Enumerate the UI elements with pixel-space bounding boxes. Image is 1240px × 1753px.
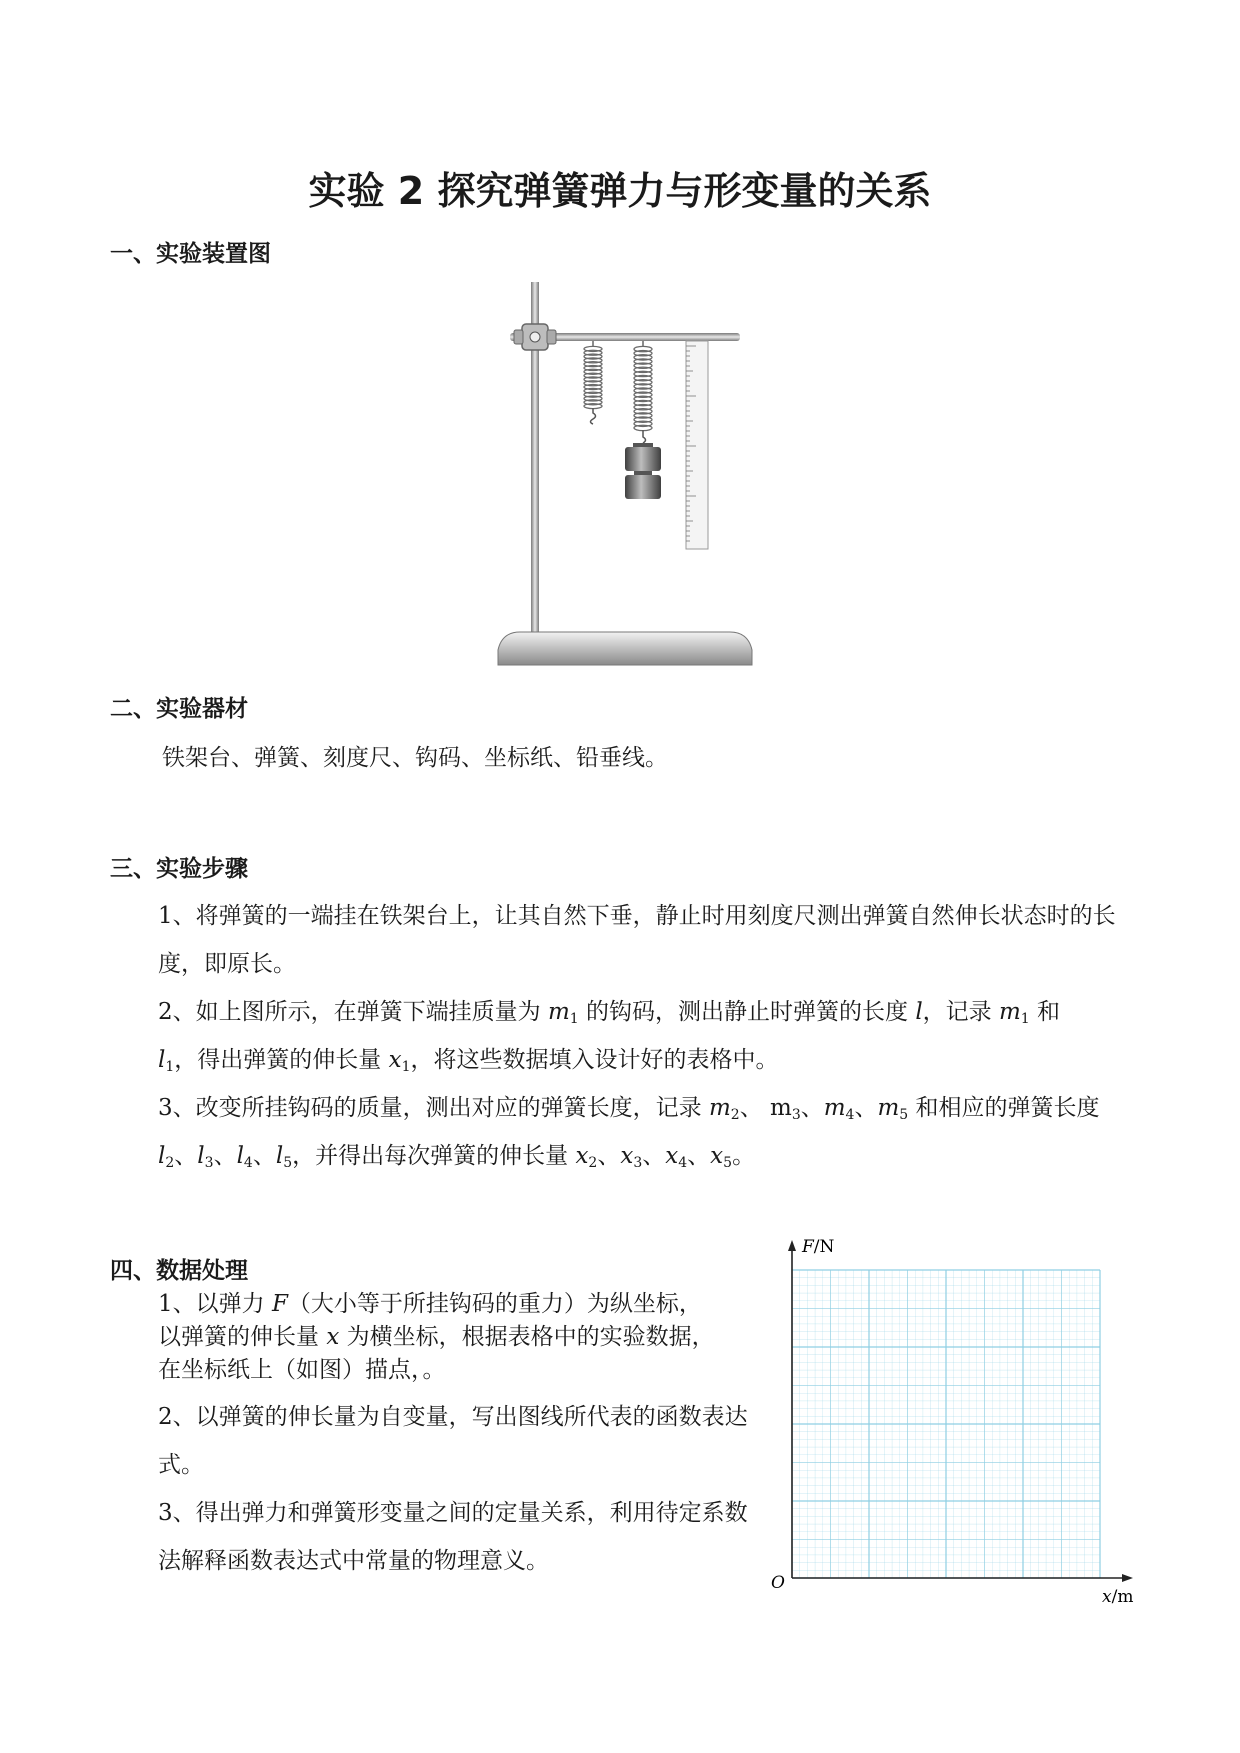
- section-heading-data: 四、数据处理: [110, 1258, 248, 1284]
- data-step-3: 3、得出弹力和弹簧形变量之间的定量关系，利用待定系数法解释函数表达式中常量的物理意义。: [158, 1500, 748, 1574]
- spring-loaded: [634, 341, 652, 443]
- apparatus-diagram: [490, 280, 760, 670]
- spring-unloaded: [584, 341, 602, 424]
- y-axis-arrow: [788, 1240, 796, 1251]
- ruler: [686, 341, 708, 549]
- page-title: 实验 2 探究弹簧弹力与形变量的关系: [308, 169, 932, 213]
- materials-text: 铁架台、弹簧、刻度尺、钩码、坐标纸、铅垂线。: [162, 745, 668, 771]
- origin-label: O: [771, 1573, 785, 1593]
- graph-grid: [792, 1270, 1100, 1578]
- coordinate-graph: [765, 1238, 1145, 1608]
- data-step-1: 1、以弹力 F（大小等于所挂钩码的重力）为纵坐标， 以弹簧的伸长量 x 为横坐标，根据表格中的实验数据， 在坐标纸上（如图）描点，。: [158, 1291, 715, 1383]
- x-axis-arrow: [1122, 1574, 1133, 1582]
- step-1: 1、将弹簧的一端挂在铁架台上，让其自然下垂，静止时用刻度尺测出弹簧自然伸长状态时的长度，即原长。: [158, 903, 1116, 977]
- hook-weights: [625, 443, 661, 499]
- data-step-2: 2、以弹簧的伸长量为自变量，写出图线所代表的函数表达式。: [158, 1404, 748, 1478]
- y-axis-label: F/N: [802, 1238, 835, 1257]
- stand-base: [498, 632, 752, 665]
- section-heading-materials: 二、实验器材: [110, 696, 248, 722]
- step-2: 2、如上图所示，在弹簧下端挂质量为 $m_1$ 的钩码，测出静止时弹簧的长度 l，记录 $m_1$ 和 $l_1$，得出弹簧的伸长量 $x_1$，将这些数据填入设计好的表格中。: [158, 999, 1061, 1075]
- x-axis-label: x/m: [1102, 1587, 1134, 1607]
- section-heading-steps: 三、实验步骤: [110, 856, 248, 882]
- step-3: 3、改变所挂钩码的质量，测出对应的弹簧长度，记录 $m_2$、 $m_3$、$m_4$、$m_5$ 和相应的弹簧长度 $l_2$、$l_3$、$l_4$、$l_5$，并得出每次弹簧的伸长量 $x_2$、$x_3$、$x_4$、$x_5$。: [158, 1095, 1100, 1171]
- section-heading-apparatus: 一、实验装置图: [110, 241, 271, 267]
